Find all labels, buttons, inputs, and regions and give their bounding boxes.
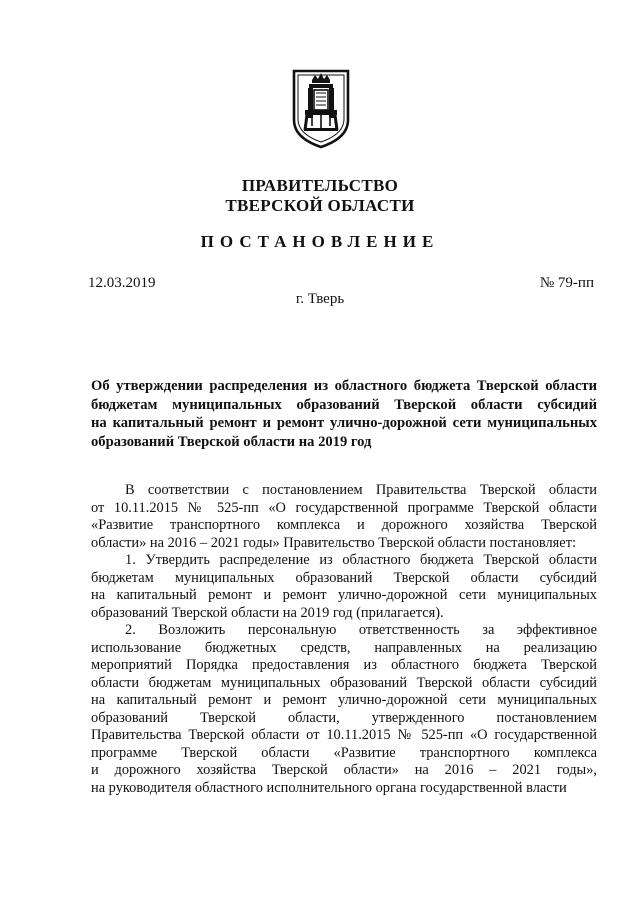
subject-line: образований Тверской области на 2019 год: [91, 433, 372, 450]
body-line: «Развитие транспортного комплекса и дорожного хозяйства Тверской: [91, 517, 597, 533]
subject-line: Об утверждении распределения из областного бюджета Тверской области: [91, 378, 597, 394]
subject-line: бюджетам муниципальных образований Тверской области субсидий: [91, 396, 597, 413]
government-name-line2: ТВЕРСКОЙ ОБЛАСТИ: [225, 196, 415, 215]
body-line: и дорожного хозяйства Тверской области» на 2016 – 2021 годы»,: [91, 762, 597, 778]
body-line: области бюджетам муниципальных образований Тверской области субсидий: [91, 674, 597, 691]
body-line: программе Тверской области «Развитие транспортного комплекса: [91, 744, 597, 761]
body-line: использование бюджетных средств, направленных на реализацию: [91, 639, 597, 656]
document-subject: [91, 377, 597, 451]
subject-line: на капитальный ремонт и ремонт улично-дорожной сети муниципальных: [91, 415, 597, 432]
document-type-title: ПОСТАНОВЛЕНИЕ: [200, 232, 440, 251]
body-line: образований Тверской области, утвержденного постановлением: [91, 709, 597, 726]
body-line: на руководителя областного исполнительного органа государственной власти: [91, 779, 567, 796]
body-line: бюджетам муниципальных образований Тверской области субсидий: [91, 569, 597, 586]
document-date: 12.03.2019: [88, 275, 156, 291]
body-line: образований Тверской области на 2019 год (прилагается).: [91, 604, 444, 621]
body-line: от 10.11.2015 № 525-пп «О государственной программе Тверской области: [91, 499, 597, 516]
government-name-line1: ПРАВИТЕЛЬСТВО: [241, 176, 399, 195]
document-number: № 79-пп: [539, 275, 594, 291]
body-line: 1. Утвердить распределение из областного бюджета Тверской области: [125, 552, 597, 568]
body-line: 2. Возложить персональную ответственность за эффективное: [125, 622, 597, 638]
body-line: на капитальный ремонт и ремонт улично-дорожной сети муниципальных: [91, 587, 597, 603]
document-body: [91, 482, 597, 797]
body-line: Правительства Тверской области от 10.11.2015 № 525-пп «О государственной: [91, 727, 597, 743]
body-line: области» на 2016 – 2021 годы» Правительство Тверской области постановляет:: [91, 534, 576, 551]
body-line: В соответствии с постановлением Правительства Тверской области: [125, 482, 597, 498]
body-line: на капитальный ремонт и ремонт улично-дорожной сети муниципальных: [91, 692, 597, 708]
tver-coat-of-arms-icon: [290, 68, 352, 150]
body-line: мероприятий Порядка предоставления из областного бюджета Тверской: [91, 657, 597, 673]
document-city: г. Тверь: [295, 291, 345, 307]
